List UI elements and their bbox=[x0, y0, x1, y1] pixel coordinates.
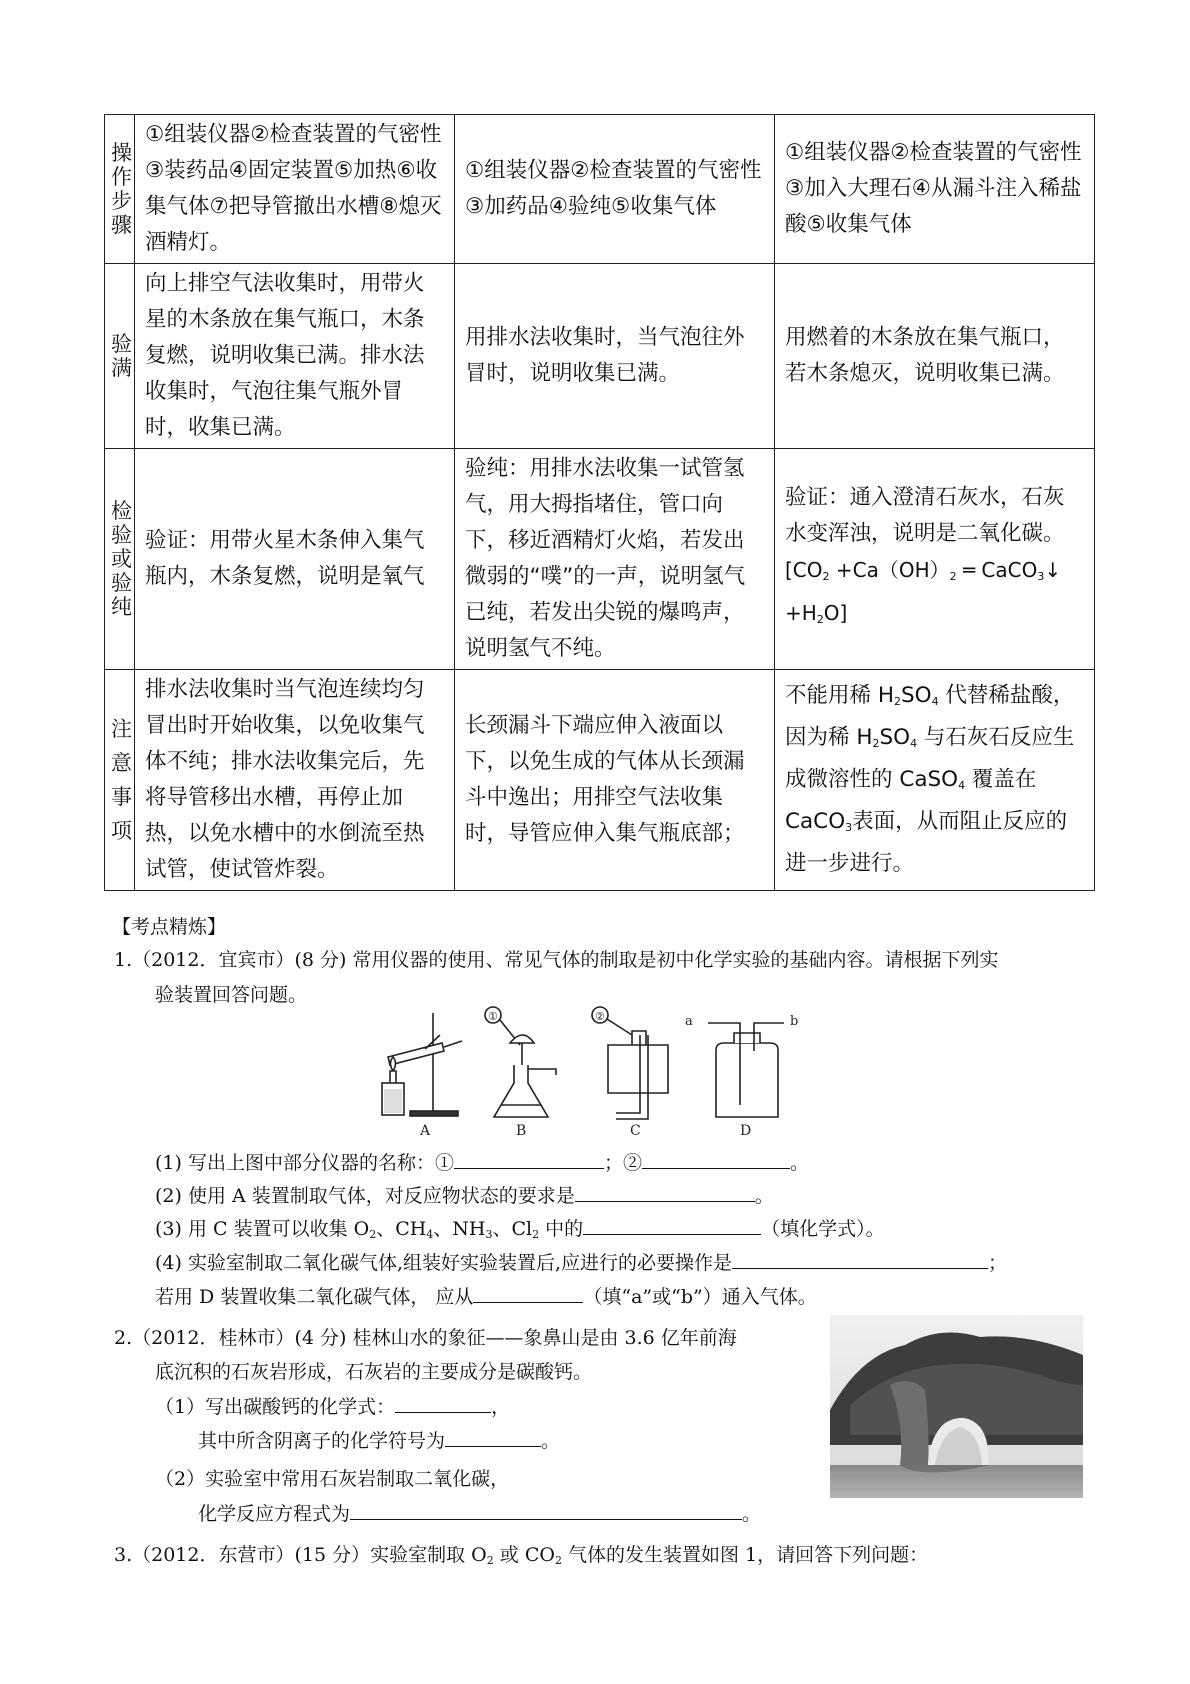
table-cell: 用燃着的木条放在集气瓶口，若木条熄灭，说明收集已满。 bbox=[775, 264, 1095, 449]
stand-base bbox=[410, 1111, 458, 1116]
answer-blank[interactable] bbox=[395, 1392, 491, 1413]
q1-part4-cont: 若用 D 装置收集二氧化碳气体， 应从 （填“a”或“b”）通入气体。 bbox=[155, 1282, 817, 1312]
figure-label-b: B bbox=[516, 1123, 527, 1139]
gas-preparation-table bbox=[104, 114, 1095, 891]
answer-blank[interactable] bbox=[642, 1148, 790, 1169]
answer-blank[interactable] bbox=[732, 1248, 988, 1269]
answer-blank[interactable] bbox=[445, 1426, 541, 1447]
q1-intro-line1: 1.（2012．宜宾市）(8 分) 常用仪器的使用、常见气体的制取是初中化学实验的基础内容。请根据下列实 bbox=[114, 949, 999, 971]
answer-blank[interactable] bbox=[583, 1214, 761, 1235]
table-cell: 验纯：用排水法收集一试管氢气，用大拇指堵住，管口向下，移近酒精灯火焰，若发出微弱的“噗”的一声，说明氢气已纯，若发出尖锐的爆鸣声，说明氢气不纯。 bbox=[455, 449, 775, 670]
row-header-notes: 注 意 事 项 bbox=[105, 670, 135, 891]
q2-line2: 底沉积的石灰岩形成，石灰岩的主要成分是碳酸钙。 bbox=[155, 1361, 593, 1383]
table-cell: 用排水法收集时，当气泡往外冒时，说明收集已满。 bbox=[455, 264, 775, 449]
q2-line1: 2.（2012．桂林市）(4 分) 桂林山水的象征——象鼻山是由 3.6 亿年前海 bbox=[114, 1327, 737, 1349]
table-cell: 验证：通入澄清石灰水，石灰水变浑浊，说明是二氧化碳。 [$CO_2 +Ca(OH)_2$ ═ CaCO$_3$↓ $+H_2O$] bbox=[775, 449, 1095, 670]
answer-blank[interactable] bbox=[454, 1148, 604, 1169]
table-cell: ①组装仪器②检查装置的气密性③加入大理石④从漏斗注入稀盐酸⑤收集气体 bbox=[775, 115, 1095, 264]
reaction-formula: [$CO_2 +Ca(OH)_2$ ═ CaCO$_3$↓ $+H_2O$] bbox=[785, 558, 1062, 626]
answer-blank[interactable] bbox=[473, 1282, 583, 1303]
table-row-notes bbox=[105, 670, 1095, 891]
table-row-steps bbox=[105, 115, 1095, 264]
answer-blank[interactable] bbox=[575, 1181, 755, 1202]
port-label-b: b bbox=[790, 1014, 799, 1029]
row-header-steps: 操 作 步 骤 bbox=[105, 115, 135, 264]
table-row-verification bbox=[105, 449, 1095, 670]
q2-part2-cont: 化学反应方程式为 。 bbox=[198, 1499, 761, 1529]
q2-part2: （2）实验室中常用石灰岩制取二氧化碳， bbox=[155, 1468, 510, 1490]
row-header-verification: 检 验 或 验 纯 bbox=[105, 449, 135, 670]
table-cell: 不能用稀 $H_2SO_4$ 代替稀盐酸，因为稀 $H_2SO_4$ 与石灰石反应生成微溶性的 CaSO$_4$ 覆盖在 CaCO$_3$表面，从而阻止反应的进一步进行。 bbox=[775, 670, 1095, 891]
apparatus-figure bbox=[370, 1005, 840, 1140]
circle-label-2: ② bbox=[595, 1010, 605, 1023]
circle-label-1: ① bbox=[488, 1010, 498, 1023]
table-cell: 验证：用带火星木条伸入集气瓶内，木条复燃，说明是氧气 bbox=[135, 449, 455, 670]
table-cell: 向上排空气法收集时，用带火星的木条放在集气瓶口，木条复燃，说明收集已满。排水法收集时，气泡往集气瓶外冒时，收集已满。 bbox=[135, 264, 455, 449]
q2-part1: （1）写出碳酸钙的化学式： ， bbox=[155, 1392, 510, 1422]
figure-label-a: A bbox=[420, 1123, 431, 1139]
elephant-trunk-hill-photo bbox=[830, 1315, 1083, 1498]
table-row-full-check bbox=[105, 264, 1095, 449]
table-cell: ①组装仪器②检查装置的气密性③装药品④固定装置⑤加热⑥收集气体⑦把导管撤出水槽⑧熄灭酒精灯。 bbox=[135, 115, 455, 264]
table-cell: ①组装仪器②检查装置的气密性③加药品④验纯⑤收集气体 bbox=[455, 115, 775, 264]
row-header-full-check: 验 满 bbox=[105, 264, 135, 449]
q1-part3: (3) 用 C 装置可以收集 $O_2$、$CH_4$、$NH_3$、$Cl_2$ 中的 （填化学式）。 bbox=[155, 1214, 885, 1250]
q1-part4: (4) 实验室制取二氧化碳气体,组装好实验装置后,应进行的必要操作是 ； bbox=[155, 1248, 1007, 1278]
q1-part2: (2) 使用 A 装置制取气体，对反应物状态的要求是 。 bbox=[155, 1181, 774, 1211]
figure-label-d: D bbox=[740, 1123, 752, 1139]
answer-blank[interactable] bbox=[350, 1499, 742, 1520]
test-tube bbox=[388, 1043, 444, 1065]
q1-intro-line2: 验装置回答问题。 bbox=[155, 984, 308, 1006]
port-label-a: a bbox=[685, 1014, 693, 1029]
table-cell: 长颈漏斗下端应伸入液面以下，以免生成的气体从长颈漏斗中逸出；用排空气法收集时，导管应伸入集气瓶底部； bbox=[455, 670, 775, 891]
q1-part1: (1) 写出上图中部分仪器的名称：① ；② 。 bbox=[155, 1148, 809, 1178]
section-title: 【考点精炼】 bbox=[112, 916, 227, 938]
figure-label-c: C bbox=[630, 1123, 641, 1139]
q3-intro: 3.（2012．东营市）(15 分）实验室制取 $O_2$ 或 $CO_2$ 气体的发生装置如图 1，请回答下列问题： bbox=[114, 1544, 929, 1567]
q2-part1-cont: 其中所含阴离子的化学符号为 。 bbox=[198, 1426, 560, 1456]
table-cell: 排水法收集时当气泡连续均匀冒出时开始收集，以免收集气体不纯；排水法收集完后，先将导管移出水槽，再停止加热，以免水槽中的水倒流至热试管，使试管炸裂。 bbox=[135, 670, 455, 891]
